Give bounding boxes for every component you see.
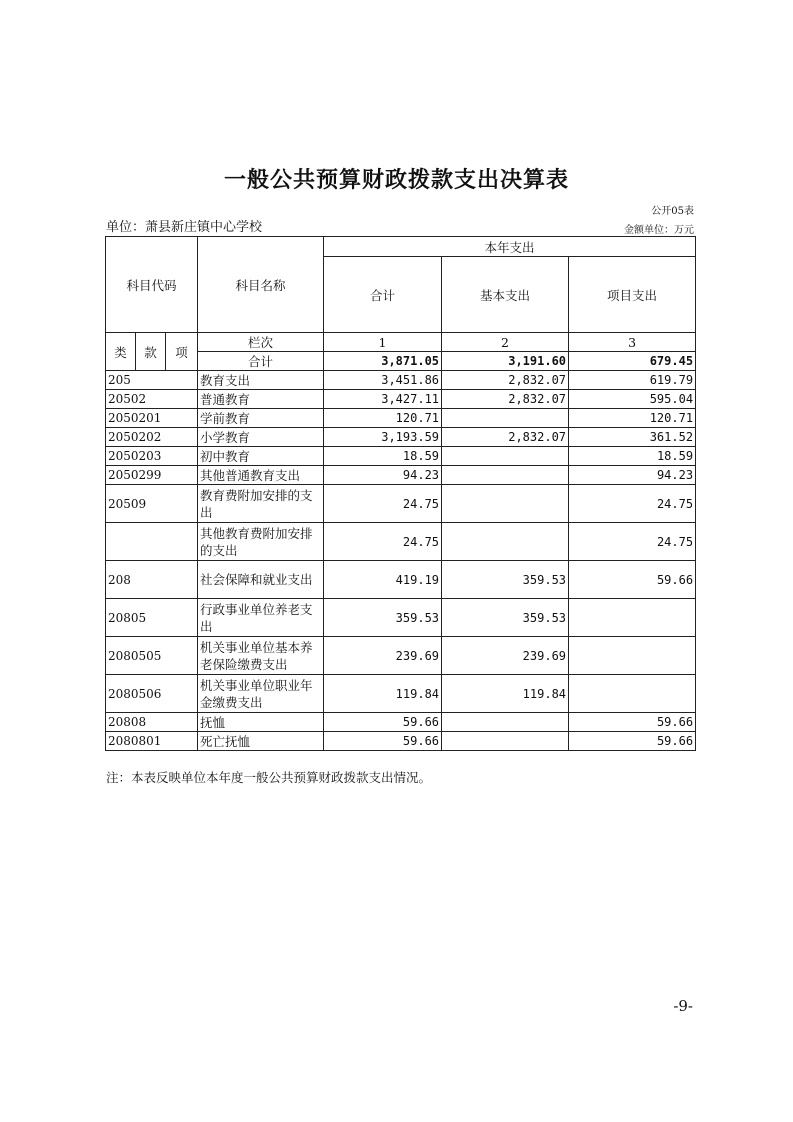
table-row [106, 637, 696, 675]
table-row [106, 561, 696, 599]
column-label: 栏次 [198, 333, 324, 352]
header-kuan: 款 [136, 333, 166, 371]
row-basic: 2,832.07 [442, 428, 569, 447]
row-project: 361.52 [569, 428, 696, 447]
row-code: 208 [106, 561, 198, 599]
row-code: 20502 [106, 390, 198, 409]
row-project: 59.66 [569, 732, 696, 751]
row-basic: 359.53 [442, 561, 569, 599]
page-number: -9- [673, 997, 693, 1015]
column-number-3: 3 [569, 333, 696, 352]
row-project: 18.59 [569, 447, 696, 466]
row-total: 3,193.59 [324, 428, 442, 447]
table-row [106, 713, 696, 732]
row-project: 619.79 [569, 371, 696, 390]
column-number-1: 1 [324, 333, 442, 352]
row-total: 59.66 [324, 713, 442, 732]
row-total: 419.19 [324, 561, 442, 599]
row-code: 2050203 [106, 447, 198, 466]
header-basic: 基本支出 [442, 257, 569, 333]
total-row-basic: 3,191.60 [442, 352, 569, 371]
row-basic [442, 523, 569, 561]
row-project: 94.23 [569, 466, 696, 485]
row-code: 2080506 [106, 675, 198, 713]
unit-label: 单位：萧县新庄镇中心学校 [106, 220, 263, 235]
row-project: 595.04 [569, 390, 696, 409]
total-row-project: 679.45 [569, 352, 696, 371]
row-basic: 239.69 [442, 637, 569, 675]
row-basic [442, 732, 569, 751]
row-name: 初中教育 [198, 447, 324, 466]
row-basic: 359.53 [442, 599, 569, 637]
row-name: 行政事业单位养老支出 [198, 599, 324, 637]
row-code: 20805 [106, 599, 198, 637]
amount-unit-label: 金额单位：万元 [624, 225, 694, 236]
row-project: 59.66 [569, 713, 696, 732]
row-total: 119.84 [324, 675, 442, 713]
row-total: 59.66 [324, 732, 442, 751]
table-row [106, 409, 696, 428]
column-number-2: 2 [442, 333, 569, 352]
table-row [106, 485, 696, 523]
row-total: 18.59 [324, 447, 442, 466]
row-total: 120.71 [324, 409, 442, 428]
row-basic: 2,832.07 [442, 371, 569, 390]
row-basic [442, 447, 569, 466]
row-name: 其他教育费附加安排的支出 [198, 523, 324, 561]
table-row [106, 466, 696, 485]
table-row [106, 732, 696, 751]
row-total: 24.75 [324, 523, 442, 561]
row-project [569, 637, 696, 675]
row-project [569, 599, 696, 637]
row-name: 小学教育 [198, 428, 324, 447]
row-total: 94.23 [324, 466, 442, 485]
row-code: 205 [106, 371, 198, 390]
row-code [106, 523, 198, 561]
table-row [106, 447, 696, 466]
row-name: 社会保障和就业支出 [198, 561, 324, 599]
row-code: 2080505 [106, 637, 198, 675]
row-code: 20808 [106, 713, 198, 732]
row-basic: 2,832.07 [442, 390, 569, 409]
header-total: 合计 [324, 257, 442, 333]
row-total: 239.69 [324, 637, 442, 675]
row-code: 2050201 [106, 409, 198, 428]
expenditure-table [105, 236, 696, 751]
row-project [569, 675, 696, 713]
table-row [106, 599, 696, 637]
row-code: 2050202 [106, 428, 198, 447]
form-number: 公开05表 [651, 206, 694, 217]
row-basic: 119.84 [442, 675, 569, 713]
row-total: 24.75 [324, 485, 442, 523]
row-basic [442, 466, 569, 485]
row-name: 死亡抚恤 [198, 732, 324, 751]
total-row-total: 3,871.05 [324, 352, 442, 371]
table-row [106, 675, 696, 713]
header-xiang: 项 [166, 333, 198, 371]
row-basic [442, 713, 569, 732]
table-row [106, 371, 696, 390]
row-name: 教育支出 [198, 371, 324, 390]
row-code: 2080801 [106, 732, 198, 751]
row-name: 普通教育 [198, 390, 324, 409]
row-basic [442, 485, 569, 523]
page-title: 一般公共预算财政拨款支出决算表 [223, 168, 569, 193]
total-row-label: 合计 [198, 352, 324, 371]
header-subject-name: 科目名称 [198, 237, 324, 333]
row-project: 59.66 [569, 561, 696, 599]
row-total: 3,451.86 [324, 371, 442, 390]
row-name: 教育费附加安排的支出 [198, 485, 324, 523]
row-name: 抚恤 [198, 713, 324, 732]
table-row [106, 390, 696, 409]
row-code: 2050299 [106, 466, 198, 485]
row-name: 学前教育 [198, 409, 324, 428]
row-project: 120.71 [569, 409, 696, 428]
row-project: 24.75 [569, 485, 696, 523]
header-subject-code: 科目代码 [106, 237, 198, 333]
table-row [106, 428, 696, 447]
row-project: 24.75 [569, 523, 696, 561]
table-row [106, 523, 696, 561]
row-total: 3,427.11 [324, 390, 442, 409]
row-name: 其他普通教育支出 [198, 466, 324, 485]
header-lei: 类 [106, 333, 136, 371]
header-current-year: 本年支出 [324, 237, 696, 257]
row-code: 20509 [106, 485, 198, 523]
row-total: 359.53 [324, 599, 442, 637]
row-basic [442, 409, 569, 428]
table-note: 注：本表反映单位本年度一般公共预算财政拨款支出情况。 [106, 770, 432, 785]
row-name: 机关事业单位职业年金缴费支出 [198, 675, 324, 713]
header-project: 项目支出 [569, 257, 696, 333]
row-name: 机关事业单位基本养老保险缴费支出 [198, 637, 324, 675]
